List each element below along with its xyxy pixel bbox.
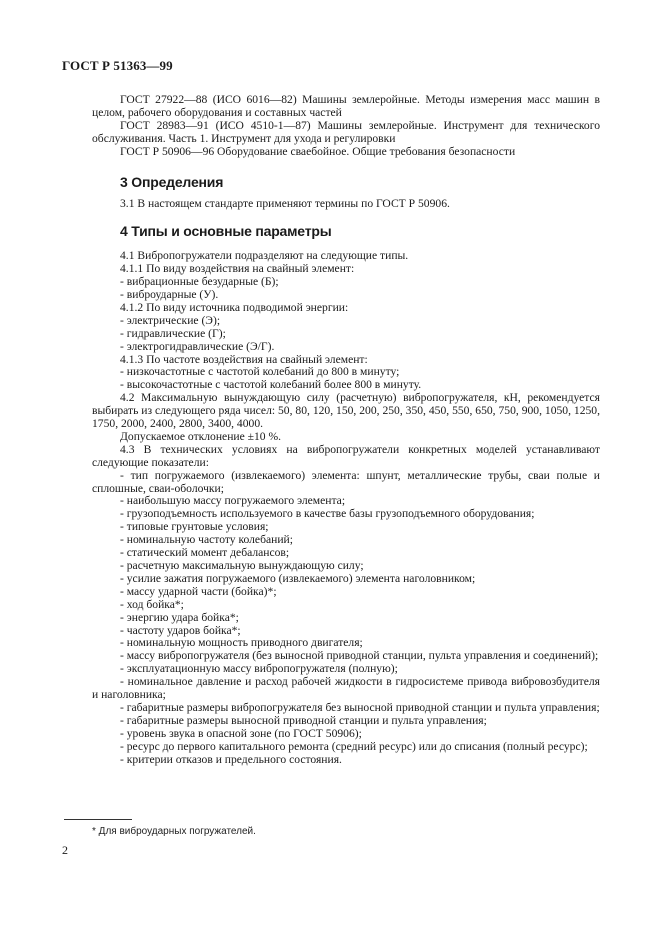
clause-4-3: 4.3 В технических условиях на вибропогружатели конкретных моделей устанавливают следующие показатели: bbox=[92, 442, 600, 469]
list-item: - массу ударной части (бойка)*; bbox=[120, 584, 277, 598]
list-item: - электрогидравлические (Э/Г). bbox=[120, 339, 275, 353]
section-3-text: 3.1 В настоящем стандарте применяют термины по ГОСТ Р 50906. bbox=[120, 197, 450, 211]
list-item: - массу вибропогружателя (без выносной приводной станции, пульта управления и соединений); bbox=[120, 649, 599, 663]
list-item: - низкочастотные с частотой колебаний до 800 в минуту; bbox=[120, 365, 400, 379]
section-4-title: 4 Типы и основные параметры bbox=[120, 223, 332, 240]
list-item: - виброударные (У). bbox=[120, 287, 219, 301]
list-item: - вибрационные безударные (Б); bbox=[120, 275, 279, 289]
list-item: - номинальную частоту колебаний; bbox=[120, 533, 293, 547]
page-number: 2 bbox=[62, 843, 68, 857]
list-item: - наибольшую массу погружаемого элемента; bbox=[120, 494, 346, 508]
clause-4-2-tolerance: Допускаемое отклонение ±10 %. bbox=[120, 429, 282, 443]
footnote: * Для виброударных погружателей. bbox=[92, 826, 256, 837]
list-item: - усилие зажатия погружаемого (извлекаемого) элемента наголовником; bbox=[120, 571, 476, 585]
list-item: - тип погружаемого (извлекаемого) элемента: шпунт, металлические трубы, сваи полые и сплошные, сваи-оболочки; bbox=[92, 468, 600, 495]
page-content bbox=[92, 94, 600, 767]
list-item: - уровень звука в опасной зоне (по ГОСТ 50906); bbox=[120, 726, 362, 740]
list-item: - номинальную мощность приводного двигателя; bbox=[120, 636, 363, 650]
reference-item: ГОСТ 28983—91 (ИСО 4510-1—87) Машины землеройные. Инструмент для технического обслуживания. Часть 1. Инструмент для ухода и регулировки bbox=[92, 118, 600, 145]
list-item: - электрические (Э); bbox=[120, 313, 221, 327]
list-item: - энергию удара бойка*; bbox=[120, 610, 239, 624]
list-item: - грузоподъемность используемого в качестве базы грузоподъемного оборудования; bbox=[120, 507, 535, 521]
reference-item: ГОСТ 27922—88 (ИСО 6016—82) Машины землеройные. Методы измерения масс машин в целом, рабочего оборудования и составных частей bbox=[92, 93, 600, 119]
list-item: - статический момент дебалансов; bbox=[120, 546, 290, 560]
list-item: - номинальное давление и расход рабочей жидкости в гидросистеме привода вибровозбудителя и наголовника; bbox=[92, 675, 600, 702]
clause-4-1-2: 4.1.2 По виду источника подводимой энергии: bbox=[120, 300, 349, 314]
list-item: - ресурс до первого капитального ремонта (средний ресурс) или до списания (полный ресурс); bbox=[120, 739, 588, 753]
clause-4-1: 4.1 Вибропогружатели подразделяют на следующие типы. bbox=[120, 249, 409, 263]
list-item: - критерии отказов и предельного состояния. bbox=[120, 752, 342, 766]
clause-4-1-1: 4.1.1 По виду воздействия на свайный элемент: bbox=[120, 262, 355, 276]
list-item: - эксплуатационную массу вибропогружателя (полную); bbox=[120, 662, 398, 676]
list-item: - высокочастотные с частотой колебаний более 800 в минуту. bbox=[120, 378, 422, 392]
clause-4-2: 4.2 Максимальную вынуждающую силу (расчетную) вибропогружателя, кН, рекомендуется выбирать из следующего ряда чисел: 50, 80, 120, 150, 200, 250, 350, 450, 550, 650, 750, 900, 1050, 1250, 1750, 2000, 2400, 2800, 3400, 4000. bbox=[92, 391, 600, 431]
footnote-divider bbox=[64, 819, 132, 820]
list-item: - типовые грунтовые условия; bbox=[120, 520, 269, 534]
reference-item: ГОСТ Р 50906—96 Оборудование сваебойное. Общие требования безопасности bbox=[120, 144, 516, 158]
indicators-list bbox=[92, 470, 600, 767]
clause-4-1-3: 4.1.3 По частоте воздействия на свайный элемент: bbox=[120, 352, 368, 366]
standard-header: ГОСТ Р 51363—99 bbox=[62, 58, 173, 73]
references-list bbox=[92, 94, 600, 159]
list-item: - гидравлические (Г); bbox=[120, 326, 226, 340]
list-item: - габаритные размеры выносной приводной станции и пульта управления; bbox=[120, 713, 487, 727]
list-item: - ход бойка*; bbox=[120, 597, 184, 611]
section-3-title: 3 Определения bbox=[120, 173, 224, 190]
list-item: - частоту ударов бойка*; bbox=[120, 623, 241, 637]
list-item: - расчетную максимальную вынуждающую силу; bbox=[120, 559, 364, 572]
list-item: - габаритные размеры вибропогружателя без выносной приводной станции и пульта управления; bbox=[120, 700, 600, 714]
